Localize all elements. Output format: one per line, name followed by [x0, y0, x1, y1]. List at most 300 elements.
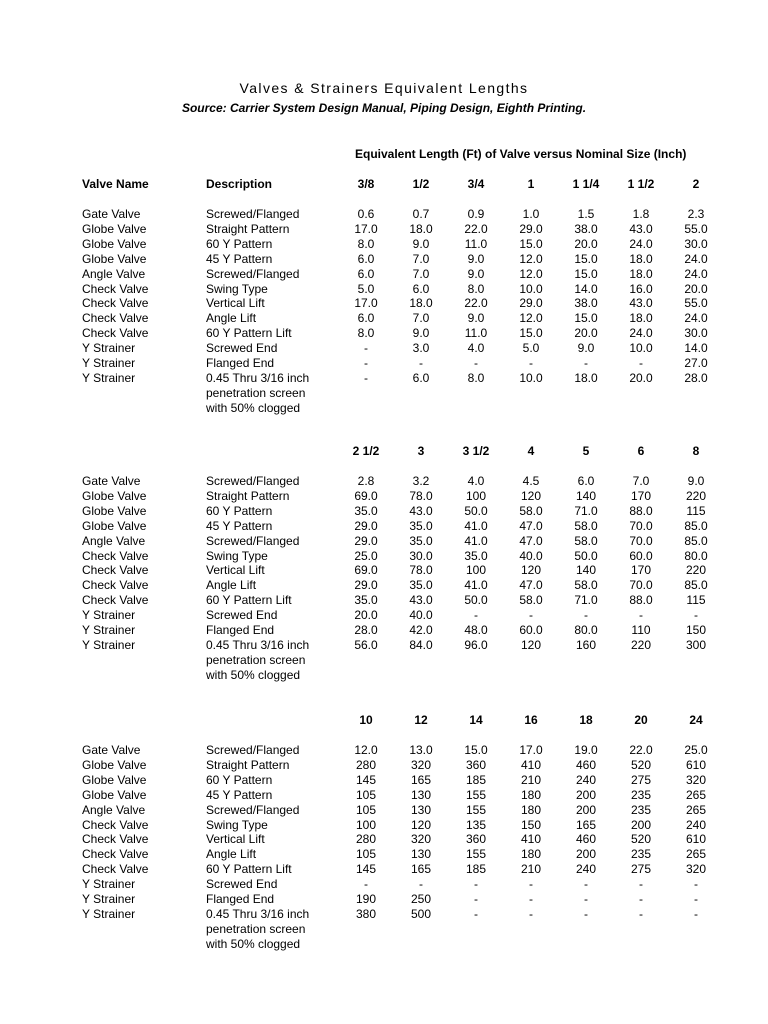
value-cell: 85.0: [684, 518, 708, 533]
value-cell: 29.0: [354, 578, 378, 593]
value-cell: 155: [465, 787, 487, 802]
table-row: [0, 504, 768, 519]
value-cell: 5.0: [522, 341, 540, 356]
value-cell: 140: [575, 488, 597, 503]
value-cell: 3.0: [412, 341, 430, 356]
table-row: [0, 892, 768, 907]
value-cell: 69.0: [354, 563, 378, 578]
description-cell: Screwed/Flanged: [206, 474, 300, 488]
value-cell: 58.0: [574, 533, 598, 548]
table-row: [0, 237, 768, 252]
value-cell: 320: [685, 772, 707, 787]
value-cell: -: [639, 877, 643, 892]
value-cell: 115: [686, 593, 706, 608]
value-cell: -: [419, 877, 423, 892]
valve-name-cell: Y Strainer: [82, 341, 136, 356]
value-cell: 58.0: [519, 503, 543, 518]
value-cell: 220: [685, 563, 707, 578]
value-cell: 105: [355, 802, 377, 817]
table-row: [0, 773, 768, 788]
value-cell: 11.0: [464, 236, 488, 251]
size-header: 5: [582, 444, 590, 458]
value-cell: 43.0: [409, 593, 433, 608]
valve-name-cell: Angle Valve: [82, 533, 146, 548]
value-cell: 55.0: [684, 221, 708, 236]
value-cell: 240: [685, 817, 707, 832]
value-cell: 210: [520, 772, 542, 787]
value-cell: 200: [630, 817, 652, 832]
value-cell: -: [529, 906, 533, 921]
value-cell: 170: [630, 563, 652, 578]
value-cell: 80.0: [684, 548, 708, 563]
table-row: [0, 489, 768, 504]
value-cell: -: [694, 892, 698, 906]
value-cell: -: [694, 906, 698, 921]
value-cell: 12.0: [519, 311, 543, 326]
value-cell: 40.0: [409, 608, 433, 623]
size-header: 3/8: [357, 177, 375, 191]
size-header: 16: [524, 713, 538, 727]
value-cell: 20.0: [629, 370, 653, 385]
value-cell: 3.2: [412, 474, 430, 488]
value-cell: 17.0: [354, 296, 378, 311]
value-cell: 100: [355, 817, 377, 832]
value-cell: 25.0: [684, 743, 708, 757]
value-cell: 155: [465, 802, 487, 817]
value-cell: 22.0: [464, 296, 488, 311]
value-cell: 610: [685, 832, 707, 847]
value-cell: 84.0: [409, 637, 433, 652]
value-cell: 9.0: [412, 326, 430, 341]
description-cell: Screwed/Flanged: [206, 266, 300, 281]
description-cell: Screwed/Flanged: [206, 743, 300, 757]
table-row: [0, 326, 768, 341]
table-row: [0, 356, 768, 371]
value-cell: 320: [410, 832, 432, 847]
value-cell: 410: [520, 832, 542, 847]
valve-name-cell: Check Valve: [82, 326, 149, 341]
valve-name-cell: Globe Valve: [82, 236, 147, 251]
value-cell: 71.0: [574, 503, 598, 518]
valve-name-cell: Gate Valve: [82, 743, 141, 757]
valve-name-cell: Globe Valve: [82, 251, 147, 266]
value-cell: 100: [465, 563, 487, 578]
description-cell: Angle Lift: [206, 311, 257, 326]
value-cell: 6.0: [412, 370, 430, 385]
value-cell: 85.0: [684, 578, 708, 593]
value-cell: -: [474, 892, 478, 906]
description-cell: Swing Type: [206, 548, 268, 563]
value-cell: -: [639, 906, 643, 921]
value-cell: -: [474, 608, 478, 623]
value-cell: 8.0: [467, 370, 485, 385]
value-cell: 0.7: [412, 207, 430, 221]
value-cell: 11.0: [464, 326, 488, 341]
size-header: 1 1/2: [627, 177, 655, 191]
description-cell: 60 Y Pattern: [206, 772, 273, 787]
description-cell: Swing Type: [206, 817, 268, 832]
description-cell: 60 Y Pattern Lift: [206, 593, 292, 608]
table-row: [0, 563, 768, 578]
value-cell: 35.0: [354, 593, 378, 608]
value-cell: 165: [410, 862, 432, 877]
value-cell: 8.0: [357, 236, 375, 251]
value-cell: 58.0: [574, 518, 598, 533]
value-cell: 500: [410, 906, 432, 921]
value-cell: 24.0: [629, 236, 653, 251]
value-cell: 180: [520, 802, 542, 817]
value-cell: 0.6: [357, 207, 375, 221]
value-cell: 27.0: [684, 356, 708, 370]
table-row: [0, 758, 768, 773]
table-row: [0, 788, 768, 803]
value-cell: 170: [630, 488, 652, 503]
table-row: [0, 252, 768, 267]
value-cell: 24.0: [684, 266, 708, 281]
value-cell: -: [474, 877, 478, 892]
description-continuation: penetration screen: [206, 921, 306, 936]
value-cell: 96.0: [464, 637, 488, 652]
value-cell: 15.0: [519, 326, 543, 341]
valve-name-cell: Y Strainer: [82, 906, 136, 921]
value-cell: 18.0: [574, 370, 598, 385]
value-cell: 43.0: [629, 296, 653, 311]
value-cell: 7.0: [412, 311, 430, 326]
valve-name-cell: Y Strainer: [82, 892, 136, 906]
table-row: [0, 578, 768, 593]
size-header: 1/2: [412, 177, 430, 191]
value-cell: -: [584, 356, 588, 370]
description-cell: Vertical Lift: [206, 832, 265, 847]
description-cell: 0.45 Thru 3/16 inch: [206, 370, 310, 385]
value-cell: 6.0: [357, 251, 375, 266]
value-cell: 40.0: [519, 548, 543, 563]
value-cell: -: [694, 608, 698, 623]
description-cell: 45 Y Pattern: [206, 251, 273, 266]
description-continuation: with 50% clogged: [206, 400, 301, 415]
description-cell: 45 Y Pattern: [206, 518, 273, 533]
value-cell: 200: [575, 847, 597, 862]
value-cell: 22.0: [629, 743, 653, 757]
value-cell: 275: [630, 772, 652, 787]
value-cell: 41.0: [464, 578, 488, 593]
description-header: Description: [206, 177, 273, 191]
description-cell: Angle Lift: [206, 578, 257, 593]
value-cell: 120: [520, 637, 542, 652]
value-cell: 200: [575, 787, 597, 802]
value-cell: 29.0: [519, 221, 543, 236]
value-cell: 200: [575, 802, 597, 817]
value-cell: 6.0: [357, 266, 375, 281]
value-cell: -: [364, 341, 368, 356]
table-row: [0, 638, 768, 653]
value-cell: 19.0: [574, 743, 598, 757]
value-cell: 20.0: [684, 281, 708, 296]
value-cell: 20.0: [574, 326, 598, 341]
table-row: [0, 818, 768, 833]
value-cell: 35.0: [409, 518, 433, 533]
valve-name-cell: Y Strainer: [82, 637, 136, 652]
value-cell: 7.0: [412, 266, 430, 281]
value-cell: 300: [685, 637, 707, 652]
value-cell: 24.0: [684, 311, 708, 326]
value-cell: 6.0: [412, 281, 430, 296]
value-cell: 15.0: [574, 311, 598, 326]
value-cell: 100: [465, 488, 487, 503]
description-cell: Straight Pattern: [206, 488, 290, 503]
value-cell: 18.0: [629, 311, 653, 326]
value-cell: 235: [630, 847, 652, 862]
value-cell: 2.3: [687, 207, 705, 221]
description-cell: Screwed End: [206, 608, 278, 623]
table-row: [0, 207, 768, 222]
valve-name-cell: Globe Valve: [82, 772, 147, 787]
value-cell: 78.0: [409, 488, 433, 503]
value-cell: 15.0: [574, 266, 598, 281]
description-cell: Swing Type: [206, 281, 268, 296]
description-cell: Screwed/Flanged: [206, 533, 300, 548]
value-cell: 265: [685, 847, 707, 862]
value-cell: 43.0: [629, 221, 653, 236]
value-cell: 60.0: [629, 548, 653, 563]
value-cell: 24.0: [684, 251, 708, 266]
value-cell: 88.0: [629, 503, 653, 518]
value-cell: 29.0: [354, 518, 378, 533]
valve-name-cell: Angle Valve: [82, 266, 146, 281]
value-cell: 14.0: [574, 281, 598, 296]
value-cell: 28.0: [354, 623, 378, 637]
value-cell: -: [584, 892, 588, 906]
table-row: [0, 907, 768, 922]
description-cell: Straight Pattern: [206, 221, 290, 236]
size-header: 2 1/2: [352, 444, 380, 458]
valve-name-cell: Angle Valve: [82, 802, 146, 817]
value-cell: -: [584, 906, 588, 921]
valve-name-cell: Globe Valve: [82, 757, 147, 772]
description-cell: Flanged End: [206, 356, 275, 370]
valve-name-cell: Gate Valve: [82, 207, 141, 221]
value-cell: 105: [355, 787, 377, 802]
description-cell: 0.45 Thru 3/16 inch: [206, 906, 310, 921]
value-cell: 130: [410, 847, 432, 862]
value-cell: 35.0: [409, 533, 433, 548]
value-cell: 28.0: [684, 370, 708, 385]
value-cell: 190: [355, 892, 377, 906]
value-cell: 71.0: [574, 593, 598, 608]
value-cell: 240: [575, 772, 597, 787]
value-cell: 155: [465, 847, 487, 862]
description-cell: Straight Pattern: [206, 757, 290, 772]
table-row: [0, 519, 768, 534]
value-cell: 7.0: [412, 251, 430, 266]
value-cell: 105: [355, 847, 377, 862]
value-cell: 1.5: [577, 207, 595, 221]
value-cell: 47.0: [519, 518, 543, 533]
value-cell: 210: [520, 862, 542, 877]
description-cell: 45 Y Pattern: [206, 787, 273, 802]
value-cell: 6.0: [357, 311, 375, 326]
description-cell: Angle Lift: [206, 847, 257, 862]
value-cell: 88.0: [629, 593, 653, 608]
table-row: [0, 832, 768, 847]
value-cell: 15.0: [464, 743, 488, 757]
value-cell: 120: [520, 563, 542, 578]
size-header: 14: [469, 713, 483, 727]
value-cell: -: [364, 370, 368, 385]
value-cell: 0.9: [467, 207, 485, 221]
valve-name-cell: Y Strainer: [82, 877, 136, 892]
size-header: 3 1/2: [462, 444, 490, 458]
table-row: [0, 608, 768, 623]
value-cell: 69.0: [354, 488, 378, 503]
value-cell: 360: [465, 757, 487, 772]
value-cell: 7.0: [632, 474, 650, 488]
table-row: [0, 623, 768, 638]
value-cell: 60.0: [519, 623, 543, 637]
value-cell: 9.0: [467, 251, 485, 266]
value-cell: 360: [465, 832, 487, 847]
value-cell: 150: [685, 623, 707, 637]
value-cell: 275: [630, 862, 652, 877]
description-cell: Flanged End: [206, 892, 275, 906]
value-cell: 38.0: [574, 296, 598, 311]
value-cell: 20.0: [574, 236, 598, 251]
value-cell: 41.0: [464, 533, 488, 548]
valve-name-cell: Check Valve: [82, 578, 149, 593]
value-cell: 4.5: [522, 474, 540, 488]
value-cell: -: [529, 356, 533, 370]
value-cell: 25.0: [354, 548, 378, 563]
value-cell: 150: [520, 817, 542, 832]
value-cell: 6.0: [577, 474, 595, 488]
size-header: 2: [692, 177, 700, 191]
value-cell: 56.0: [354, 637, 378, 652]
table-row: [0, 803, 768, 818]
value-cell: 180: [520, 787, 542, 802]
value-cell: 18.0: [409, 221, 433, 236]
value-cell: 115: [686, 503, 706, 518]
value-cell: -: [474, 906, 478, 921]
table-row: [0, 341, 768, 356]
value-cell: 140: [575, 563, 597, 578]
size-header: 20: [634, 713, 648, 727]
value-cell: 8.0: [357, 326, 375, 341]
description-cell: 60 Y Pattern: [206, 503, 273, 518]
size-header: 3: [417, 444, 425, 458]
value-cell: 250: [410, 892, 432, 906]
value-cell: 165: [410, 772, 432, 787]
valve-name-cell: Check Valve: [82, 311, 149, 326]
value-cell: 185: [465, 772, 487, 787]
value-cell: 10.0: [629, 341, 653, 356]
size-header: 6: [637, 444, 645, 458]
value-cell: 47.0: [519, 533, 543, 548]
valve-name-cell: Check Valve: [82, 548, 149, 563]
valve-name-cell: Check Valve: [82, 563, 149, 578]
table-row: [0, 549, 768, 564]
valve-name-cell: Globe Valve: [82, 488, 147, 503]
value-cell: 135: [465, 817, 487, 832]
value-cell: 235: [630, 802, 652, 817]
description-cell: Flanged End: [206, 623, 275, 637]
value-cell: -: [584, 608, 588, 623]
value-cell: 185: [465, 862, 487, 877]
value-cell: 70.0: [629, 578, 653, 593]
valve-name-cell: Check Valve: [82, 296, 149, 311]
valve-name-cell: Check Valve: [82, 281, 149, 296]
value-cell: 30.0: [684, 236, 708, 251]
valve-name-cell: Globe Valve: [82, 221, 147, 236]
description-cell: Vertical Lift: [206, 563, 265, 578]
valve-name-cell: Y Strainer: [82, 623, 136, 637]
value-cell: 30.0: [684, 326, 708, 341]
value-cell: 520: [630, 832, 652, 847]
value-cell: 1.0: [522, 207, 540, 221]
table-row: [0, 311, 768, 326]
value-cell: 70.0: [629, 533, 653, 548]
value-cell: 35.0: [354, 503, 378, 518]
value-cell: 280: [355, 757, 377, 772]
value-cell: 220: [630, 637, 652, 652]
valve-name-cell: Gate Valve: [82, 474, 141, 488]
size-header: 24: [689, 713, 703, 727]
value-cell: -: [639, 892, 643, 906]
value-cell: -: [364, 877, 368, 892]
valve-name-cell: Check Valve: [82, 847, 149, 862]
value-cell: 58.0: [519, 593, 543, 608]
value-cell: 13.0: [409, 743, 433, 757]
description-continuation: penetration screen: [206, 652, 306, 667]
value-cell: 85.0: [684, 533, 708, 548]
value-cell: 15.0: [519, 236, 543, 251]
value-cell: 4.0: [467, 341, 485, 356]
size-header: 4: [527, 444, 535, 458]
source-citation: Source: Carrier System Design Manual, Piping Design, Eighth Printing.: [181, 101, 587, 115]
valve-name-cell: Globe Valve: [82, 518, 147, 533]
value-cell: 16.0: [629, 281, 653, 296]
value-cell: 18.0: [409, 296, 433, 311]
value-cell: -: [529, 877, 533, 892]
value-cell: 520: [630, 757, 652, 772]
value-cell: 160: [575, 637, 597, 652]
value-cell: -: [419, 356, 423, 370]
value-cell: 38.0: [574, 221, 598, 236]
value-cell: 235: [630, 787, 652, 802]
value-cell: 4.0: [467, 474, 485, 488]
value-cell: -: [529, 892, 533, 906]
value-cell: -: [529, 608, 533, 623]
value-cell: 15.0: [574, 251, 598, 266]
value-cell: 320: [685, 862, 707, 877]
valve-name-cell: Check Valve: [82, 593, 149, 608]
description-cell: Screwed End: [206, 341, 278, 356]
value-cell: 2.8: [357, 474, 375, 488]
value-cell: 110: [631, 623, 651, 637]
value-cell: 265: [685, 802, 707, 817]
value-cell: 460: [575, 832, 597, 847]
value-cell: 29.0: [354, 533, 378, 548]
value-cell: 460: [575, 757, 597, 772]
value-cell: 42.0: [409, 623, 433, 637]
value-cell: 10.0: [519, 370, 543, 385]
value-cell: 14.0: [684, 341, 708, 356]
value-cell: 47.0: [519, 578, 543, 593]
value-cell: 130: [410, 787, 432, 802]
value-cell: 9.0: [577, 341, 595, 356]
value-cell: 78.0: [409, 563, 433, 578]
description-cell: 60 Y Pattern Lift: [206, 862, 292, 877]
valve-name-cell: Y Strainer: [82, 370, 136, 385]
